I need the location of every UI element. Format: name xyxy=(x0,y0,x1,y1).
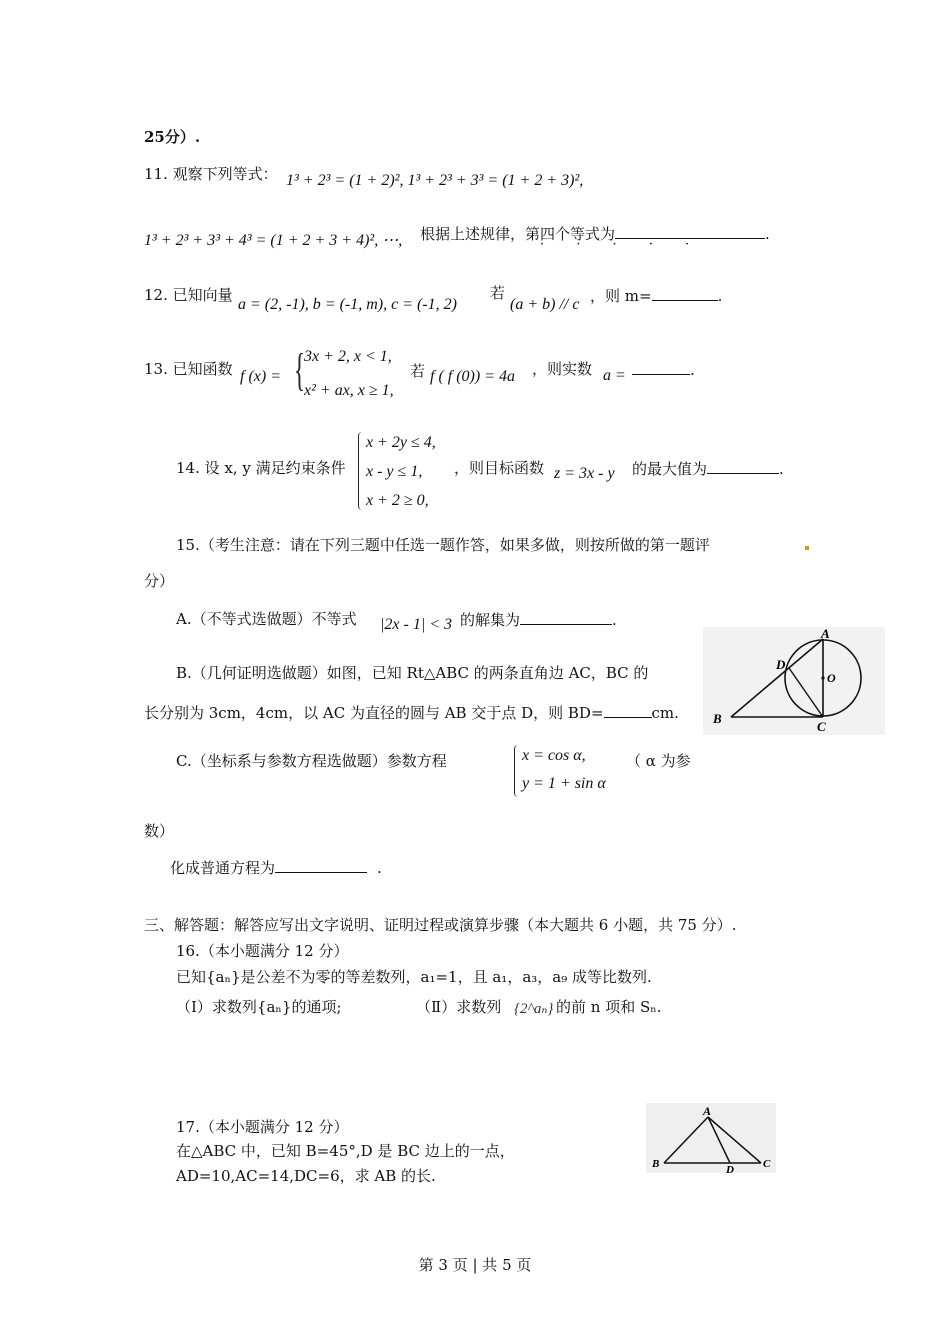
q11-label: 11. 观察下列等式： xyxy=(144,165,278,183)
q15a-question xyxy=(460,610,617,629)
q16-sequence: {2^aₙ} xyxy=(514,1001,554,1017)
q16-title: 16.（本小题满分 12 分） xyxy=(176,942,349,960)
figure2-label-a: A xyxy=(703,1104,712,1118)
q15b-unit: cm. xyxy=(651,704,679,722)
q13-brace: { xyxy=(294,344,306,395)
q15b-answer-blank[interactable] xyxy=(604,703,652,718)
q15c-brace xyxy=(514,745,520,797)
q13-if: 若 xyxy=(410,362,426,380)
q13-tail: ，则实数 xyxy=(532,360,593,378)
q11-end: . xyxy=(765,225,770,243)
q11-expression-2: 1³ + 2³ + 3³ + 4³ = (1 + 2 + 3 + 4)², ⋯, xyxy=(144,232,403,249)
q13-label: 13. 已知函数 xyxy=(144,360,233,378)
q13-condition: f ( f (0)) = 4a xyxy=(430,368,515,385)
q15b-line-2 xyxy=(144,703,679,722)
q15a-label: A.（不等式选做题）不等式 xyxy=(176,610,357,628)
q17-line-1: 在△ABC 中，已知 B=45°,D 是 BC 边上的一点， xyxy=(176,1142,515,1160)
figure2-label-c: C xyxy=(763,1158,771,1170)
q14-objective: z = 3x - y xyxy=(554,465,615,482)
q15c-text: 化成普通方程为 xyxy=(170,859,276,877)
q15c-line-2: 数） xyxy=(144,822,175,840)
q14-end: . xyxy=(779,460,784,478)
q16-part-2: （Ⅱ）求数列 xyxy=(416,998,502,1016)
figure-triangle-abc xyxy=(646,1103,776,1173)
figure2-label-b: B xyxy=(652,1158,660,1170)
figure1-center xyxy=(821,676,824,679)
q15a-end: . xyxy=(612,611,617,629)
q14-brace xyxy=(358,432,364,510)
q15c-equation-1: x = cos α, xyxy=(522,747,586,764)
q12-vectors: a = (2, -1), b = (-1, m), c = (-1, 2) xyxy=(238,296,457,313)
q16-part-2-tail: 的前 n 项和 Sₙ. xyxy=(556,998,662,1016)
q15a-inequality: |2x - 1| < 3 xyxy=(380,616,453,633)
q14-answer-blank[interactable] xyxy=(707,459,779,474)
q15c-label: C.（坐标系与参数方程选做题）参数方程 xyxy=(176,752,447,770)
q14-tail: 的最大值为 xyxy=(632,460,708,478)
page-footer: 第 3 页 | 共 5 页 xyxy=(418,1256,532,1274)
q15a-tail: 的解集为 xyxy=(460,611,521,629)
q11-expression-1: 1³ + 2³ = (1 + 2)², 1³ + 2³ + 3³ = (1 + 2 + 3)², xyxy=(286,172,584,189)
figure1-label-a: A xyxy=(821,627,830,641)
figure1-label-b: B xyxy=(713,711,722,726)
q12-answer-blank[interactable] xyxy=(652,286,718,301)
figure1-background xyxy=(703,627,885,735)
q15b-line-1: B.（几何证明选做题）如图，已知 Rt△ABC 的两条直角边 AC，BC 的 xyxy=(176,664,649,682)
figure-circle-triangle xyxy=(703,627,885,735)
q14-question xyxy=(632,459,784,478)
q14-label: 14. 设 x, y 满足约束条件 xyxy=(176,459,346,477)
figure1-label-c: C xyxy=(817,719,826,734)
q16-body: 已知{aₙ}是公差不为零的等差数列，a₁=1，且 a₁，a₃，a₉ 成等比数列. xyxy=(176,968,652,986)
figure1-label-d: D xyxy=(776,657,786,672)
q14-mid: ，则目标函数 xyxy=(454,459,545,477)
q12-question xyxy=(590,286,722,305)
section-3-heading: 三、解答题：解答应写出文字说明、证明过程或演算步骤（本大题共 6 小题，共 75 分）. xyxy=(144,916,737,934)
prev-section-score-tail: 25分）. xyxy=(144,128,201,146)
q15-intro: 15.（考生注意：请在下列三题中任选一题作答，如果多做，则按所做的第一题评 xyxy=(176,536,710,554)
q11-tail: 根据上述规律，第四个等式为 xyxy=(420,225,616,243)
q15b-text: 长分别为 3cm，4cm，以 AC 为直径的圆与 AB 交于点 D，则 BD= xyxy=(144,704,604,722)
q12-condition: (a + b) // c xyxy=(510,296,580,313)
q12-end: . xyxy=(717,287,723,305)
q13-end: . xyxy=(690,361,695,379)
q13-case-2: x² + ax, x ≥ 1, xyxy=(304,382,394,399)
q12-if: 若 xyxy=(490,284,506,302)
figure1-label-o: O xyxy=(827,671,836,685)
q15c-end: . xyxy=(377,859,382,877)
q16-part-1: （Ⅰ）求数列{aₙ}的通项; xyxy=(176,998,342,1016)
q15a-answer-blank[interactable] xyxy=(520,610,612,625)
q15c-answer-blank[interactable] xyxy=(275,858,367,873)
q12-tail: ，则 m= xyxy=(590,287,652,305)
q13-answer xyxy=(632,360,695,379)
q13-fx: f (x) = xyxy=(240,368,281,385)
q15c-tail: （ α 为参 xyxy=(626,752,691,770)
q13-answer-blank[interactable] xyxy=(632,360,690,375)
q17-line-2: AD=10,AC=14,DC=6，求 AB 的长. xyxy=(176,1167,436,1185)
q13-var: a = xyxy=(603,367,626,384)
q14-constraint-3: x + 2 ≥ 0, xyxy=(366,492,429,509)
q12-label: 12. 已知向量 xyxy=(144,286,233,304)
q14-constraint-2: x - y ≤ 1, xyxy=(366,463,423,480)
emphasis-dots: · · · · · xyxy=(540,237,704,252)
q13-case-1: 3x + 2, x < 1, xyxy=(304,348,392,365)
q15-intro-2: 分） xyxy=(144,572,175,590)
figure2-label-d: D xyxy=(726,1164,734,1173)
q15c-line-3 xyxy=(170,858,382,877)
q15c-equation-2: y = 1 + sin α xyxy=(522,775,606,792)
highlight-mark xyxy=(805,546,809,550)
q17-title: 17.（本小题满分 12 分） xyxy=(176,1118,349,1136)
q14-constraint-1: x + 2y ≤ 4, xyxy=(366,434,436,451)
